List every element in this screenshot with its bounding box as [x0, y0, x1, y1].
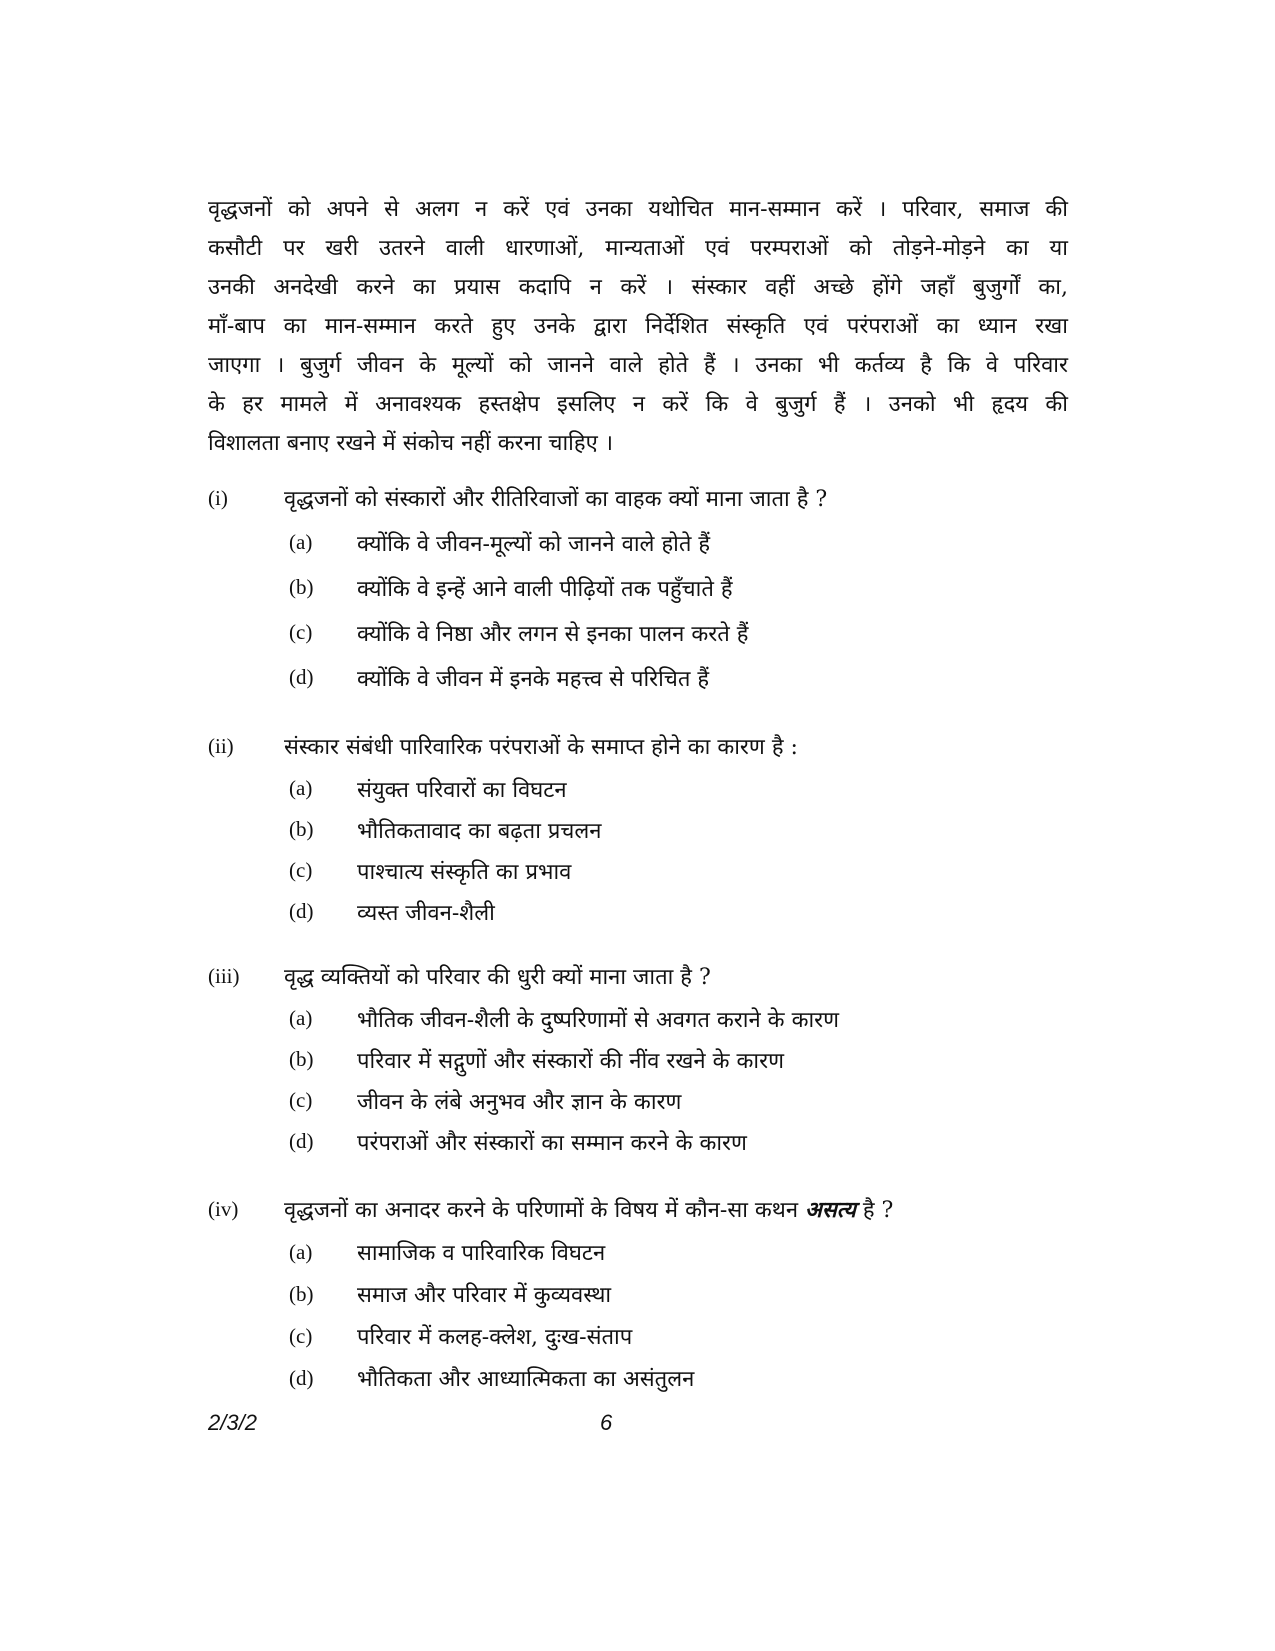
question-text	[284, 1194, 893, 1224]
option-d	[208, 891, 1068, 932]
option-label: (d)	[289, 1129, 314, 1153]
question-header	[208, 1187, 1068, 1231]
question-number: (ii)	[208, 733, 234, 758]
question-text-before: वृद्धजनों का अनादर करने के परिणामों के विषय में कौन-सा कथन	[284, 1198, 799, 1223]
question-1	[208, 476, 1068, 700]
passage-line: जाएगा । बुजुर्ग जीवन के मूल्यों को जानने वाले होते हैं । उनका भी कर्तव्य है कि वे परिवार	[208, 353, 1068, 378]
passage	[208, 190, 1068, 463]
passage-line: उनकी अनदेखी करने का प्रयास कदापि न करें । संस्कार वहीं अच्छे होंगे जहाँ बुजुर्गों का,	[208, 275, 1068, 300]
option-label: (d)	[289, 665, 314, 689]
option-c	[208, 1080, 1068, 1121]
options-list	[208, 998, 1068, 1162]
question-number: (i)	[208, 485, 228, 510]
option-text: परिवार में सद्गुणों और संस्कारों की नींव रखने के कारण	[357, 1048, 784, 1074]
question-header	[208, 724, 1068, 768]
option-label: (a)	[289, 1006, 313, 1030]
option-b	[208, 809, 1068, 850]
option-text: संयुक्त परिवारों का विघटन	[357, 777, 567, 803]
option-a	[208, 998, 1068, 1039]
option-c	[208, 850, 1068, 891]
option-b	[208, 565, 1068, 610]
option-text: परंपराओं और संस्कारों का सम्मान करने के कारण	[357, 1130, 747, 1156]
passage-line: माँ-बाप का मान-सम्मान करते हुए उनके द्वारा निर्देशित संस्कृति एवं परंपराओं का ध्यान रखा	[208, 314, 1068, 339]
question-number: (iii)	[208, 963, 240, 988]
option-label: (d)	[289, 1365, 314, 1390]
question-emphasis: असत्य	[805, 1197, 856, 1223]
option-text: क्योंकि वे इन्हें आने वाली पीढ़ियों तक पहुँचाते हैं	[357, 576, 733, 602]
question-header	[208, 476, 1068, 520]
option-label: (a)	[289, 776, 313, 800]
question-4	[208, 1187, 1068, 1399]
question-header	[208, 954, 1068, 998]
option-a	[208, 1231, 1068, 1273]
option-text: सामाजिक व पारिवारिक विघटन	[357, 1241, 606, 1266]
passage-line: कसौटी पर खरी उतरने वाली धारणाओं, मान्यताओं एवं परम्पराओं को तोड़ने-मोड़ने का या	[208, 236, 1068, 261]
option-c	[208, 1315, 1068, 1357]
options-list	[208, 1231, 1068, 1399]
option-text: क्योंकि वे निष्ठा और लगन से इनका पालन करते हैं	[357, 621, 749, 647]
option-label: (c)	[289, 620, 313, 644]
option-label: (c)	[289, 858, 313, 882]
option-label: (c)	[289, 1323, 313, 1348]
option-text: परिवार में कलह-क्लेश, दुःख-संताप	[357, 1325, 633, 1350]
option-d	[208, 1357, 1068, 1399]
option-text: क्योंकि वे जीवन में इनके महत्त्व से परिचित हैं	[357, 666, 710, 692]
options-list	[208, 768, 1068, 932]
passage-line: वृद्धजनों को अपने से अलग न करें एवं उनका यथोचित मान-सम्मान करें । परिवार, समाज की	[208, 197, 1068, 222]
option-text: भौतिक जीवन-शैली के दुष्परिणामों से अवगत कराने के कारण	[357, 1007, 840, 1033]
option-text: व्यस्त जीवन-शैली	[357, 900, 495, 926]
option-label: (a)	[289, 1239, 313, 1264]
paper-code: 2/3/2	[208, 1410, 257, 1435]
question-number: (iv)	[208, 1196, 239, 1221]
question-text: संस्कार संबंधी पारिवारिक परंपराओं के समाप्त होने का कारण है :	[284, 735, 798, 760]
option-label: (b)	[289, 575, 314, 599]
option-text: समाज और परिवार में कुव्यवस्था	[357, 1283, 612, 1308]
option-d	[208, 655, 1068, 700]
question-2	[208, 724, 1068, 932]
option-a	[208, 520, 1068, 565]
option-label: (a)	[289, 530, 313, 554]
option-text: भौतिकता और आध्यात्मिकता का असंतुलन	[357, 1367, 695, 1392]
option-b	[208, 1273, 1068, 1315]
option-label: (b)	[289, 1047, 314, 1071]
option-label: (c)	[289, 1088, 313, 1112]
option-text: भौतिकतावाद का बढ़ता प्रचलन	[357, 818, 602, 844]
option-d	[208, 1121, 1068, 1162]
question-text: वृद्ध व्यक्तियों को परिवार की धुरी क्यों माना जाता है ?	[284, 965, 711, 990]
passage-line: के हर मामले में अनावश्यक हस्तक्षेप इसलिए न करें कि वे बुजुर्ग हैं । उनको भी हृदय की	[208, 392, 1068, 417]
option-b	[208, 1039, 1068, 1080]
option-a	[208, 768, 1068, 809]
option-c	[208, 610, 1068, 655]
question-text: वृद्धजनों को संस्कारों और रीतिरिवाजों का वाहक क्यों माना जाता है ?	[284, 487, 828, 512]
passage-line: विशालता बनाए रखने में संकोच नहीं करना चाहिए ।	[208, 431, 614, 456]
option-text: जीवन के लंबे अनुभव और ज्ञान के कारण	[357, 1089, 682, 1115]
option-label: (b)	[289, 1281, 314, 1306]
option-text: क्योंकि वे जीवन-मूल्यों को जानने वाले होते हैं	[357, 531, 711, 557]
options-list	[208, 520, 1068, 700]
question-text-after: है ?	[862, 1198, 894, 1223]
option-text: पाश्चात्य संस्कृति का प्रभाव	[357, 859, 572, 885]
page-number: 6	[600, 1410, 613, 1435]
option-label: (d)	[289, 899, 314, 923]
option-label: (b)	[289, 817, 314, 841]
question-3	[208, 954, 1068, 1162]
